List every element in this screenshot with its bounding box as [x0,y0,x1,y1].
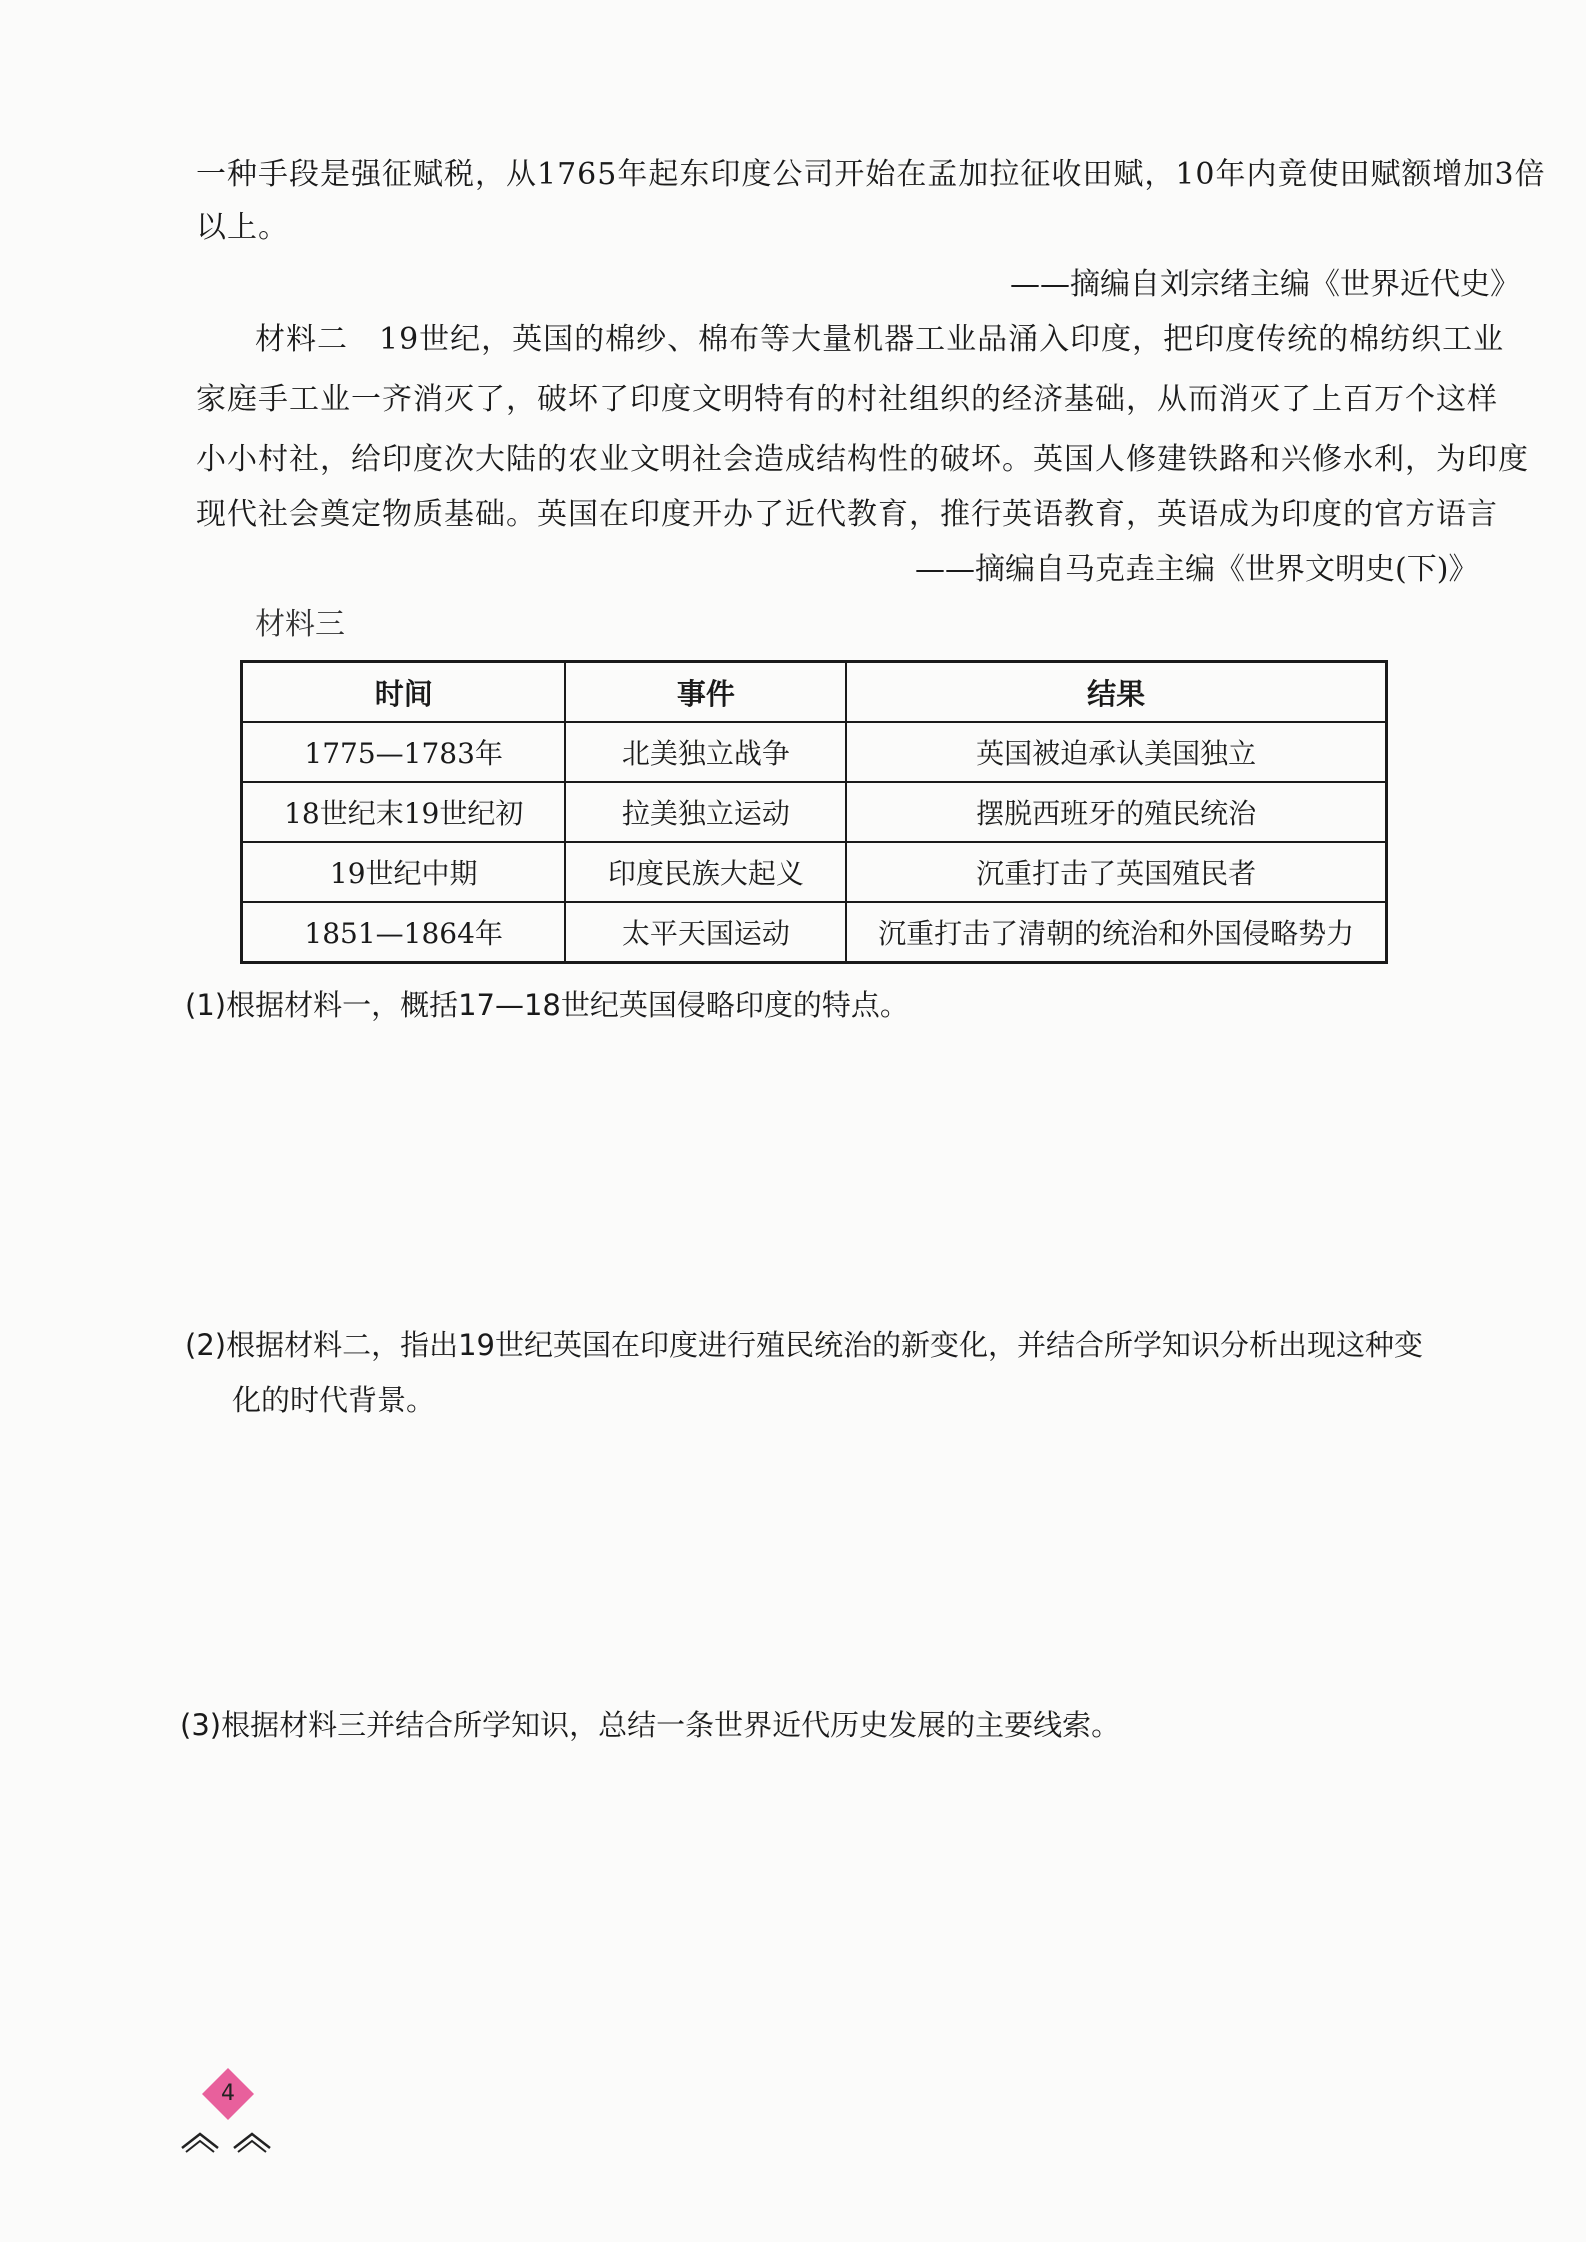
material2-line3: 小小村社，给印度次大陆的农业文明社会造成结构性的破坏。英国人修建铁路和兴修水利，为印度 [196,442,1529,477]
table-cell-time: 19世纪中期 [242,842,566,902]
table-header-result: 结果 [846,662,1386,723]
material1-line2: 以上。 [196,210,289,245]
material2-source: ——摘编自马克垚主编《世界文明史(下)》 [915,552,1479,587]
table-cell-result: 沉重打击了英国殖民者 [846,842,1386,902]
material3-label: 材料三 [255,607,345,642]
question-1: (1)根据材料一，概括17—18世纪英国侵略印度的特点。 [185,988,909,1022]
double-chevron-icon [176,2126,276,2154]
material1-line1: 一种手段是强征赋税，从1765年起东印度公司开始在孟加拉征收田赋，10年内竟使田赋额增加3倍 [196,157,1546,192]
table-row [242,722,1387,782]
table-cell-result: 英国被迫承认美国独立 [846,722,1386,782]
table-cell-event: 太平天国运动 [565,902,846,963]
events-table [240,660,1388,964]
question-2-line1: (2)根据材料二，指出19世纪英国在印度进行殖民统治的新变化，并结合所学知识分析出现这种变 [185,1328,1423,1362]
table-row [242,782,1387,842]
material2-line1: 材料二 19世纪，英国的棉纱、棉布等大量机器工业品涌入印度，把印度传统的棉纺织工业 [255,322,1505,357]
material1-source: ——摘编自刘宗绪主编《世界近代史》 [1010,267,1520,302]
table-cell-time: 1775—1783年 [242,722,566,782]
table-cell-event: 印度民族大起义 [565,842,846,902]
table-row [242,902,1387,963]
question-2-line2: 化的时代背景。 [232,1383,436,1417]
table-header-event: 事件 [565,662,846,723]
table-cell-result: 沉重打击了清朝的统治和外国侵略势力 [846,902,1386,963]
table-header-time: 时间 [242,662,566,723]
question-3: (3)根据材料三并结合所学知识，总结一条世界近代历史发展的主要线索。 [180,1708,1121,1742]
material2-line2: 家庭手工业一齐消灭了，破坏了印度文明特有的村社组织的经济基础，从而消灭了上百万个这样 [196,382,1498,417]
table-cell-time: 18世纪末19世纪初 [242,782,566,842]
table-cell-time: 1851—1864年 [242,902,566,963]
page-number: 4 [221,2081,235,2106]
table-header-row [242,662,1387,723]
table-cell-event: 拉美独立运动 [565,782,846,842]
table-cell-result: 摆脱西班牙的殖民统治 [846,782,1386,842]
material2-line4: 现代社会奠定物质基础。英国在印度开办了近代教育，推行英语教育，英语成为印度的官方语言 [196,497,1498,532]
table-cell-event: 北美独立战争 [565,722,846,782]
table-row [242,842,1387,902]
